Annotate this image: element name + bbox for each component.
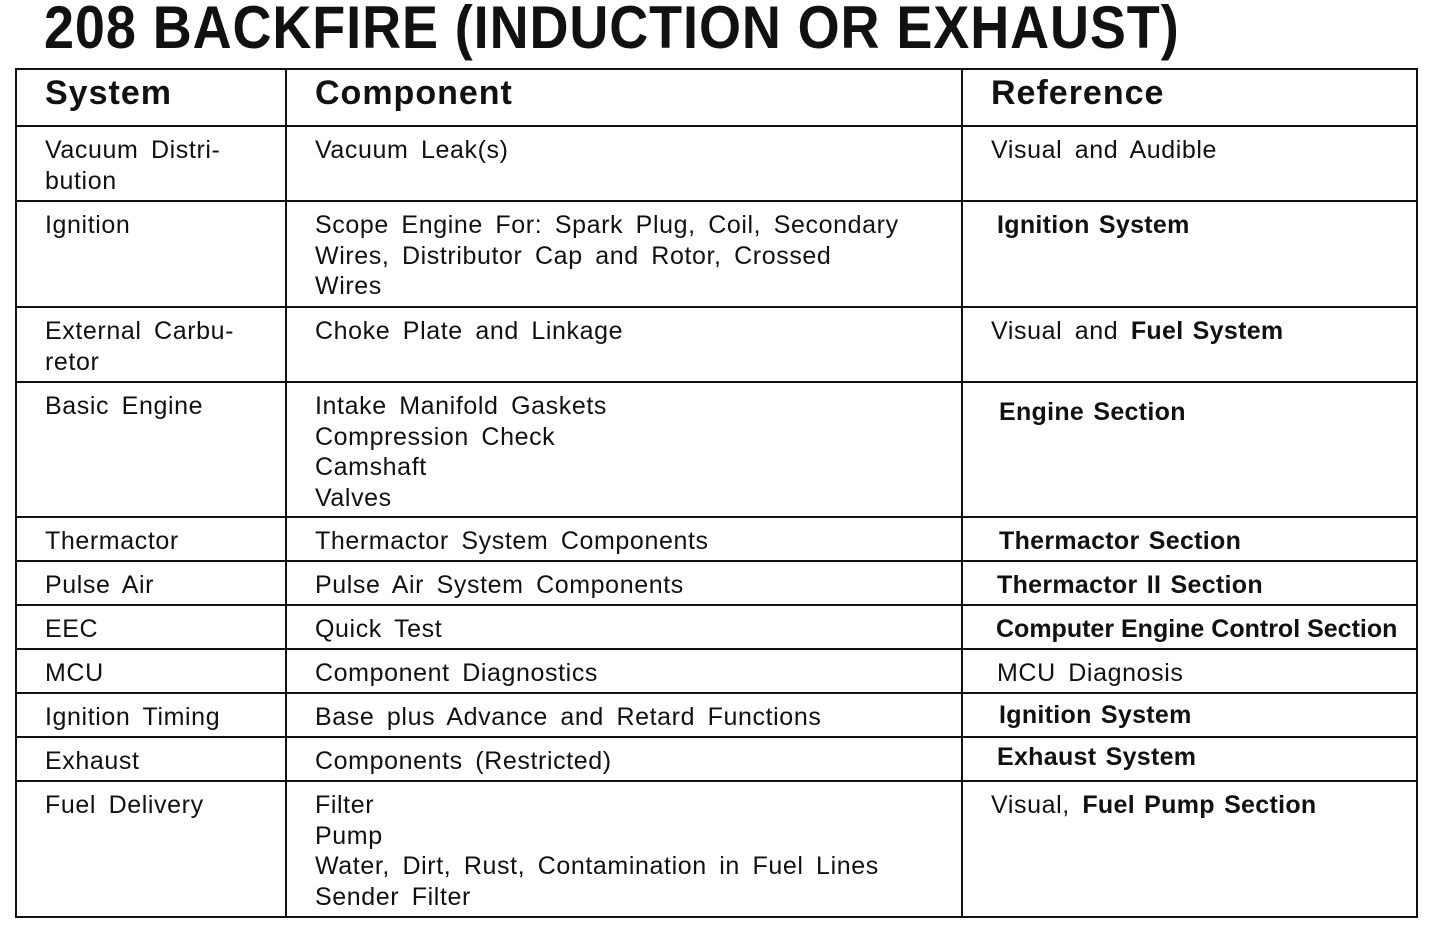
component-line: Pulse Air System Components [315,571,684,599]
component-line: Water, Dirt, Rust, Contamination in Fuel Lines [315,852,879,880]
component-cell [286,126,962,201]
reference-section: Ignition System [999,701,1192,729]
header-reference: Reference [962,69,1417,126]
component-line: Intake Manifold Gaskets [315,392,607,420]
system-cell [16,517,286,561]
system-cell [16,605,286,649]
system-line: Pulse Air [45,571,155,599]
reference-section: Exhaust System [997,743,1197,771]
component-cell [286,781,962,917]
reference-cell [962,307,1417,382]
component-cell [286,517,962,561]
reference-section: Ignition System [997,211,1190,239]
reference-cell [962,649,1417,693]
table-row [16,605,1417,649]
table-row [16,693,1417,737]
reference-section: Thermactor II Section [997,571,1263,599]
system-line: MCU [45,659,104,687]
table-row [16,382,1417,517]
system-line: Thermactor [45,527,179,555]
system-line: Basic Engine [45,392,204,420]
table-row [16,126,1417,201]
table-row [16,737,1417,781]
component-line: Choke Plate and Linkage [315,317,624,345]
system-line: External Carbu- [45,317,235,345]
reference-cell [962,737,1417,781]
component-line: Scope Engine For: Spark Plug, Coil, Secondary [315,211,899,239]
reference-text: Visual, [991,791,1083,819]
system-cell [16,649,286,693]
reference-section: Thermactor Section [999,527,1242,555]
reference-cell [962,126,1417,201]
reference-cell [962,693,1417,737]
component-line: Camshaft [315,453,427,481]
component-line: Valves [315,483,392,512]
reference-cell [962,781,1417,917]
table-row [16,201,1417,307]
reference-cell [962,561,1417,605]
system-line: retor [45,347,100,376]
reference-section: Computer Engine Control Section [996,615,1398,643]
system-cell [16,307,286,382]
system-line: bution [45,166,117,195]
component-cell [286,382,962,517]
table-row [16,561,1417,605]
system-line: Ignition Timing [45,703,221,731]
component-line: Vacuum Leak(s) [315,136,509,164]
component-line: Pump [315,821,383,850]
table-header-row [16,69,1417,126]
page-title: 208 BACKFIRE (INDUCTION OR EXHAUST) [44,0,1180,61]
system-cell [16,561,286,605]
reference-section: Fuel System [1130,317,1284,345]
component-cell [286,737,962,781]
reference-cell [962,382,1417,517]
reference-text: MCU Diagnosis [997,659,1184,687]
component-line: Quick Test [315,615,443,643]
reference-text: Visual and Audible [991,136,1218,164]
reference-cell [962,605,1417,649]
system-line: Fuel Delivery [45,791,204,819]
component-line: Wires, Distributor Cap and Rotor, Crossed [315,241,832,270]
reference-table [15,68,1418,918]
component-line: Component Diagnostics [315,659,599,687]
reference-section: Engine Section [999,398,1186,426]
system-line: Exhaust [45,747,140,775]
table-row [16,649,1417,693]
component-cell [286,201,962,307]
system-cell [16,781,286,917]
component-line: Wires [315,272,382,300]
reference-section: Fuel Pump Section [1082,791,1317,819]
table-row [16,307,1417,382]
component-cell [286,649,962,693]
reference-cell [962,201,1417,307]
component-cell [286,693,962,737]
system-line: EEC [45,615,99,643]
component-line: Filter [315,791,375,819]
system-line: Vacuum Distri- [45,136,221,164]
component-line: Compression Check [315,422,556,451]
component-line: Base plus Advance and Retard Functions [315,703,822,731]
table-row [16,781,1417,917]
component-line: Thermactor System Components [315,527,709,555]
system-cell [16,126,286,201]
component-cell [286,605,962,649]
component-line: Components (Restricted) [315,747,612,775]
header-system: System [16,69,286,126]
system-cell [16,201,286,307]
system-cell [16,693,286,737]
table-row [16,517,1417,561]
component-cell [286,561,962,605]
component-cell [286,307,962,382]
reference-text: Visual and [991,317,1131,345]
system-line: Ignition [45,211,131,239]
system-cell [16,737,286,781]
reference-cell [962,517,1417,561]
system-cell [16,382,286,517]
header-component: Component [286,69,962,126]
component-line: Sender Filter [315,882,471,911]
